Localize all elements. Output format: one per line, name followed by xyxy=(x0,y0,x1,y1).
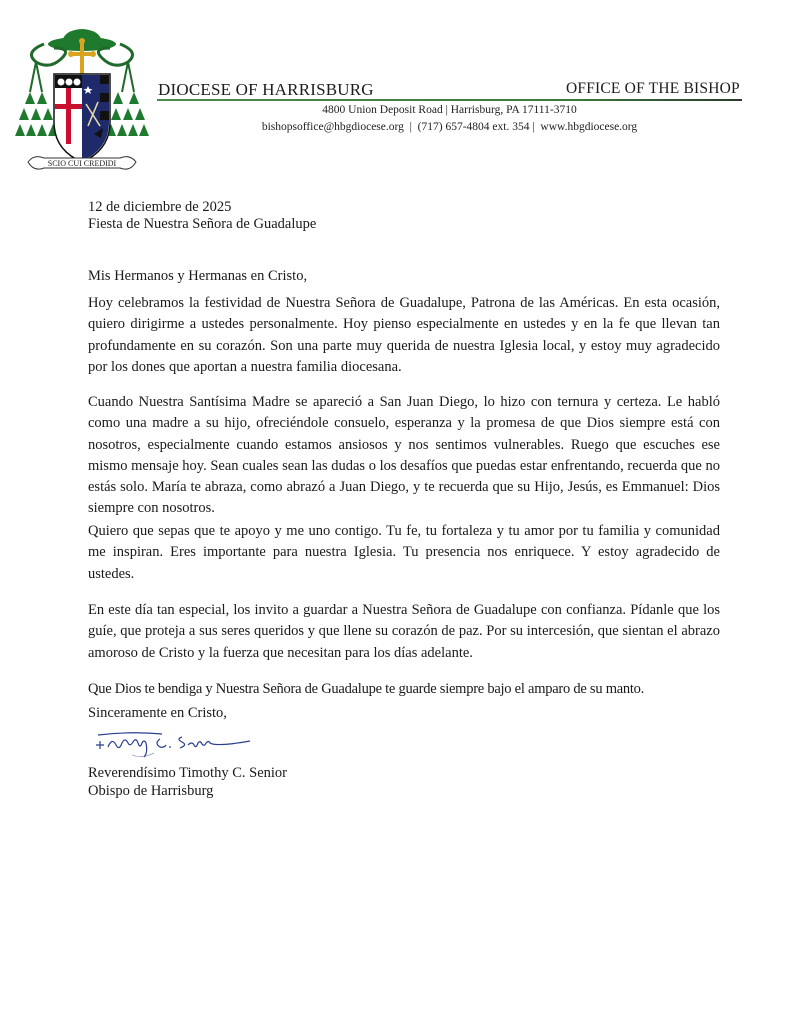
letterhead-contact: bishopsoffice@hbgdiocese.org | (717) 657-4804 ext. 354 | www.hbgdiocese.org xyxy=(261,121,638,133)
letterhead-address: 4800 Union Deposit Road | Harrisburg, PA 17111-3710 xyxy=(322,104,577,116)
letter-date: 12 de diciembre de 2025 xyxy=(88,199,232,215)
office-name: OFFICE OF THE BISHOP xyxy=(566,80,740,97)
letter-occasion: Fiesta de Nuestra Señora de Guadalupe xyxy=(88,216,317,232)
paragraph-4: En este día tan especial, los invito a guardar a Nuestra Señora de Guadalupe con confianza. Pídanle que los guíe, que proteja a sus seres queridos y que llene su corazón de paz. Por su intercesión, que sientan el abrazo amoroso de Cristo y la fuerza que necesitan para los días adelante. xyxy=(88,602,720,661)
signature-icon xyxy=(92,725,252,761)
svg-text:SCIO CUI CREDIDI: SCIO CUI CREDIDI xyxy=(47,159,117,168)
paragraph-1: Hoy celebramos la festividad de Nuestra Señora de Guadalupe, Patrona de las Américas. En esta ocasión, quiero dirigirme a ustedes personalmente. Hoy pienso especialmente en ustedes y en la fe que llevan tan profundamente en su corazón. Son una parte muy querida de nuestra Iglesia local, y estoy muy agradecido por los dones que aportan a nuestra familia diocesana. xyxy=(88,295,720,375)
organization-name: DIOCESE OF HARRISBURG xyxy=(158,80,374,99)
coat-of-arms-icon xyxy=(14,22,150,182)
paragraph-3: Quiero que sepas que te apoyo y me uno contigo. Tu fe, tu fortaleza y tu amor por tu familia y comunidad me inspiran. Eres importante para nuestra Iglesia. Tu presencia nos enriquece. Y estoy agradecido de ustedes. xyxy=(88,523,720,582)
signer-name: Reverendísimo Timothy C. Senior xyxy=(88,765,287,781)
salutation: Mis Hermanos y Hermanas en Cristo, xyxy=(88,268,308,284)
letterhead-divider xyxy=(157,99,742,101)
signer-title: Obispo de Harrisburg xyxy=(88,783,214,799)
paragraph-2: Cuando Nuestra Santísima Madre se apareció a San Juan Diego, lo hizo con ternura y certeza. Le habló como una madre a su hijo, ofreciéndole consuelo, esperanza y la promesa de que Dios siempre está con nosotros, especialmente cuando estamos ansiosos y nos sentimos vulnerables. Ruego que escuches ese mismo mensaje hoy. Sean cuales sean las dudas o los desafíos que puedas estar enfrentando, recuerda que no estás solo. María te abraza, como abrazó a Juan Diego, y te recuerda que su Hijo, Jesús, es Emmanuel: Dios siempre con nosotros. xyxy=(88,394,720,517)
paragraph-5: Que Dios te bendiga y Nuestra Señora de Guadalupe te guarde siempre bajo el amparo de su manto. xyxy=(88,681,645,697)
closing: Sinceramente en Cristo, xyxy=(88,705,227,721)
